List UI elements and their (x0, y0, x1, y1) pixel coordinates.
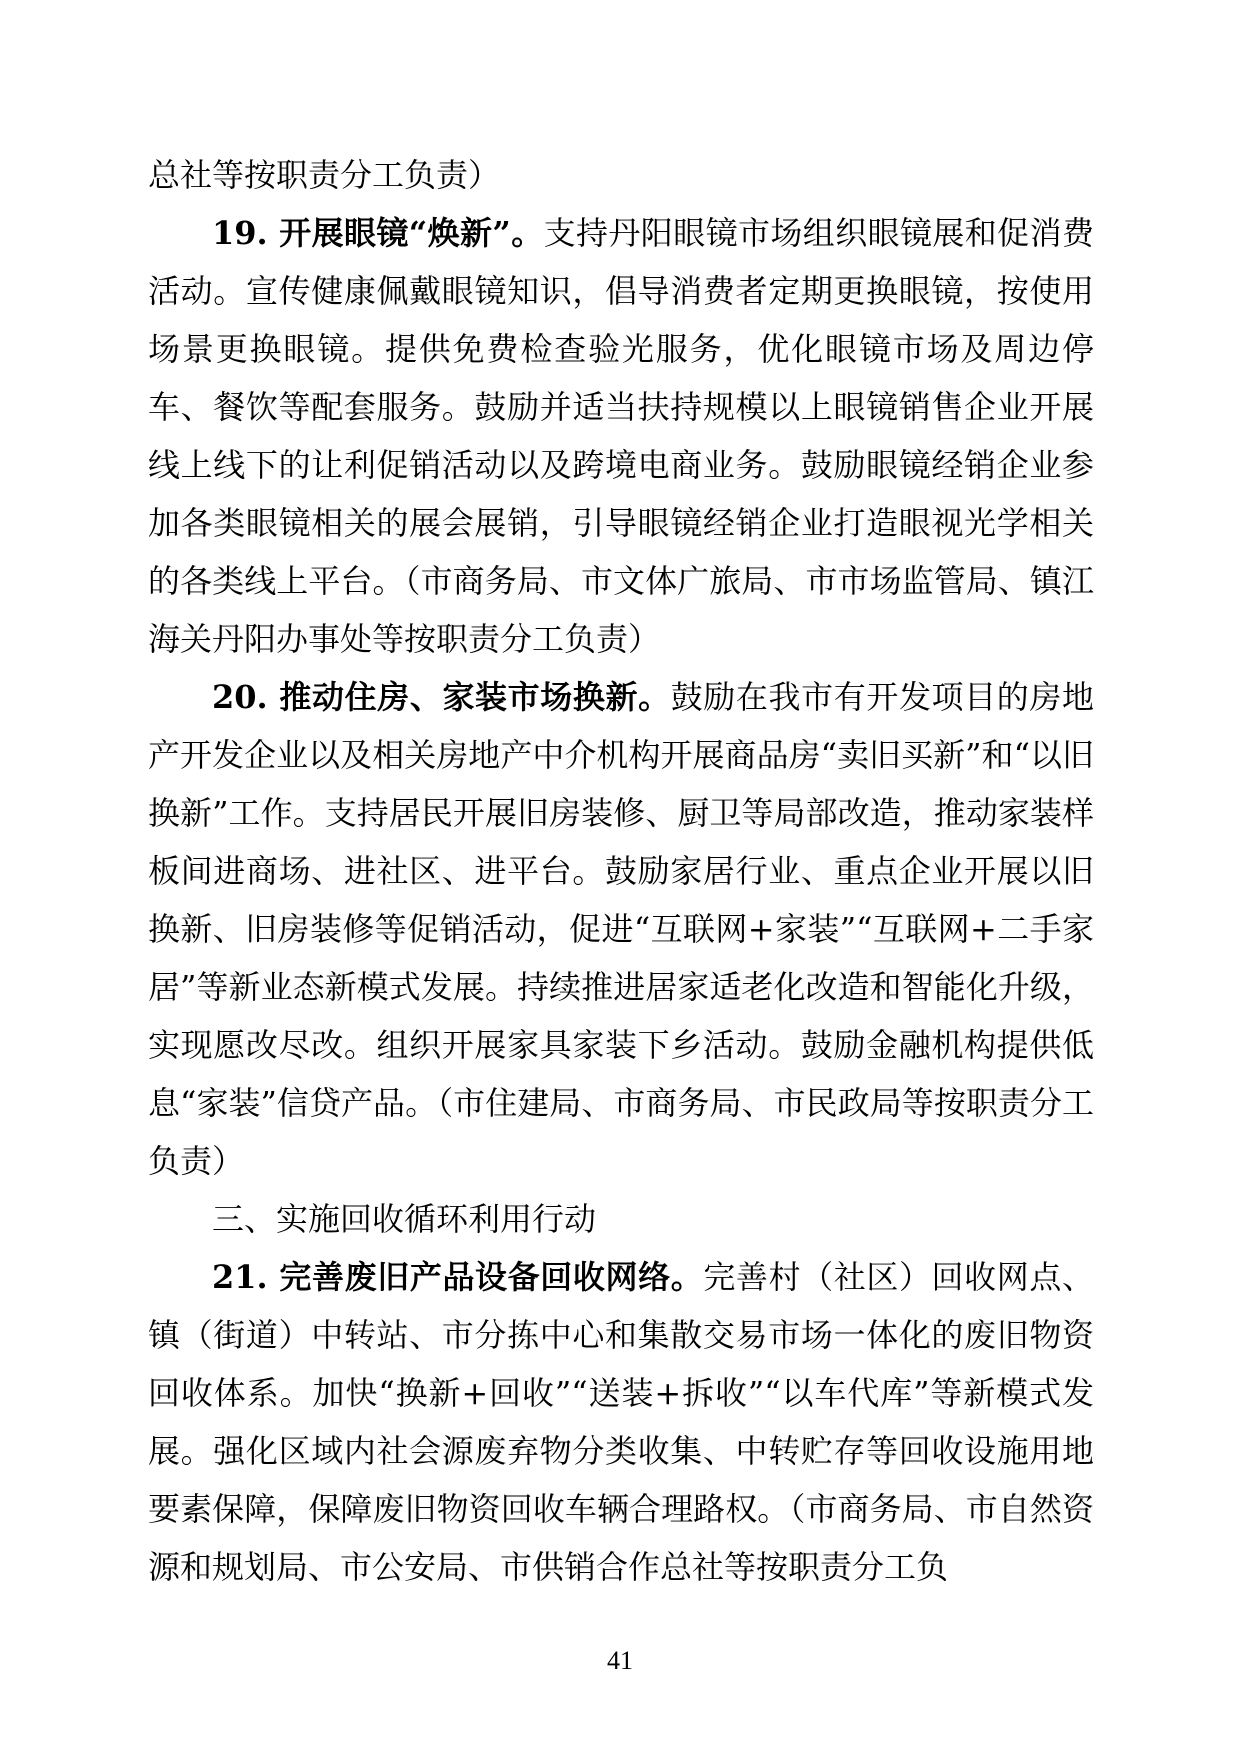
item-20-title: 20. 推动住房、家装市场换新。 (212, 678, 671, 716)
section-heading-text: 三、实施回收循环利用行动 (212, 1200, 597, 1238)
page-number: 41 (607, 1646, 633, 1675)
item-20-body: 鼓励在我市有开发项目的房地产开发企业以及相关房地产中介机构开展商品房“卖旧买新”和“以旧换新”工作。支持居民开展旧房装修、厨卫等局部改造，推动家装样板间进商场、进社区、进平台。鼓励家居行业、重点企业开展以旧换新、旧房装修等促销活动，促进“互联网+家装”“互联网+二手家居”等新业态新模式发展。持续推进居家适老化改造和智能化升级，实现愿改尽改。组织开展家具家装下乡活动。鼓励金融机构提供低息“家装”信贷产品。（市住建局、市商务局、市民政局等按职责分工负责） (148, 678, 1094, 1180)
section-heading (148, 1190, 1094, 1248)
continuation-paragraph (148, 146, 1094, 204)
item-19-body: 支持丹阳眼镜市场组织眼镜展和促消费活动。宣传健康佩戴眼镜知识，倡导消费者定期更换眼镜，按使用场景更换眼镜。提供免费检查验光服务，优化眼镜市场及周边停车、餐饮等配套服务。鼓励并适当扶持规模以上眼镜销售企业开展线上线下的让利促销活动以及跨境电商业务。鼓励眼镜经销企业参加各类眼镜相关的展会展销，引导眼镜经销企业打造眼视光学相关的各类线上平台。（市商务局、市文体广旅局、市市场监管局、镇江海关丹阳办事处等按职责分工负责） (148, 214, 1094, 658)
item-19-title: 19. 开展眼镜“焕新”。 (212, 214, 544, 252)
item-20-paragraph (148, 668, 1094, 1190)
item-21-body: 完善村（社区）回收网点、镇（街道）中转站、市分拣中心和集散交易市场一体化的废旧物资回收体系。加快“换新+回收”“送装+拆收”“以车代库”等新模式发展。强化区域内社会源废弃物分类收集、中转贮存等回收设施用地要素保障，保障废旧物资回收车辆合理路权。（市商务局、市自然资源和规划局、市公安局、市供销合作总社等按职责分工负 (148, 1258, 1094, 1586)
item-21-title: 21. 完善废旧产品设备回收网络。 (212, 1258, 704, 1296)
item-21-paragraph (148, 1248, 1094, 1596)
item-19-paragraph (148, 204, 1094, 668)
document-body (148, 146, 1094, 1596)
continuation-text: 总社等按职责分工负责） (148, 156, 501, 194)
